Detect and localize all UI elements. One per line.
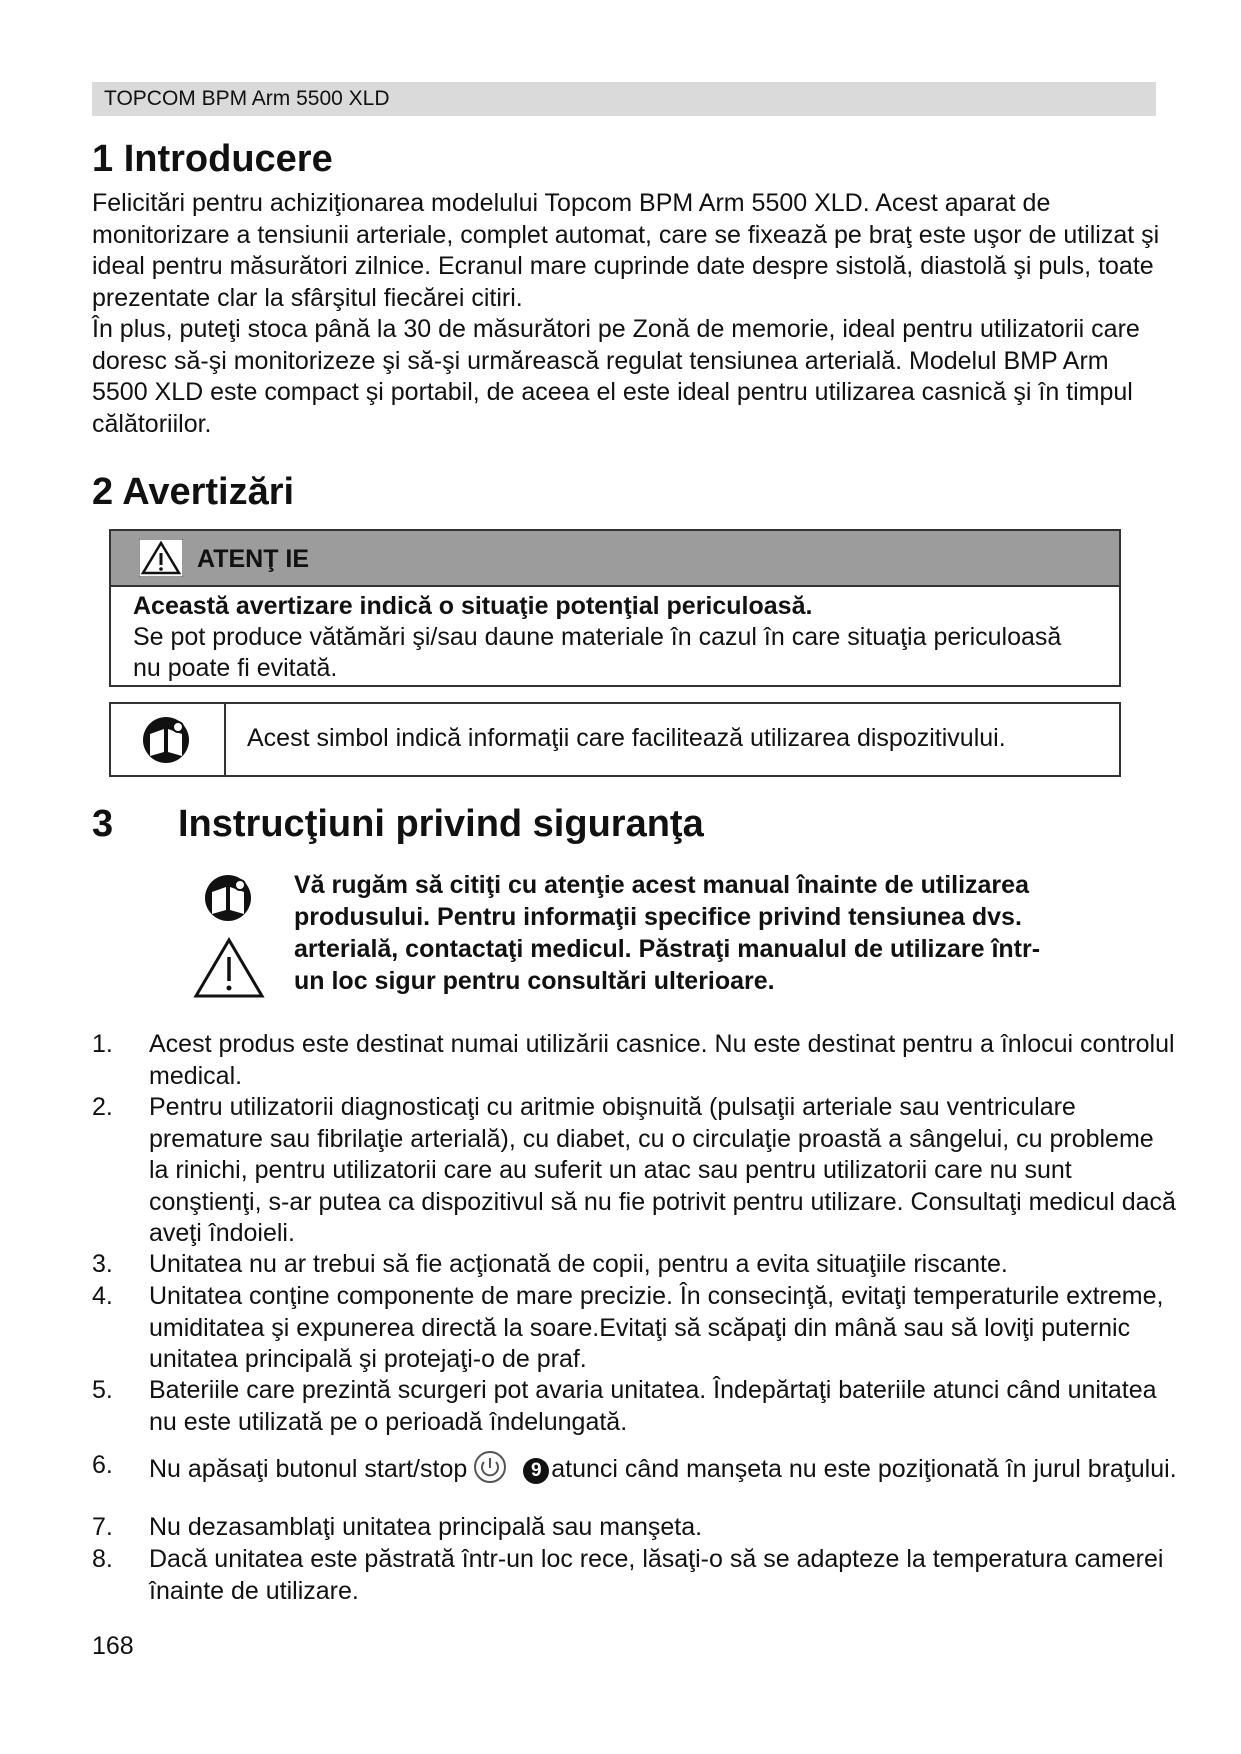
power-button-icon [471,1450,509,1484]
list-item-number: 6. [92,1451,113,1479]
page-number: 168 [92,1632,134,1660]
list-item-text: Nu dezasamblaţi unitatea principală sau manşeta. [149,1513,703,1541]
list-item-text: Unitatea nu ar trebui să fie acţionată de copii, pentru a evita situaţiile riscante. [149,1250,1008,1278]
list-item-text: Pentru utilizatorii diagnosticaţi cu aritmie obişnuită (pulsaţii arteriale sau ventriculare premature sau fibrilaţie arterială), cu diabet, cu o circulaţie proastă a sângelui, cu probleme la rinichi, pentru utilizatorii care au suferit un atac sau pentru utilizatorii care nu sunt conştienţi, s-ar putea ca dispozitivul să nu fie potrivit pentru utilizare. Consultaţi medicul dacă aveţi îndoieli. [149,1093,1176,1247]
list-item-number: 4. [92,1282,113,1310]
caution-text: Se pot produce vătămări şi/sau daune materiale în cazul în care situaţia periculoasă nu poate fi evitată. [133,623,1062,682]
caution-bold-text: Această avertizare indică o situaţie potenţial periculoasă. [133,592,813,620]
list-item-text: Bateriile care prezintă scurgeri pot avaria unitatea. Îndepărtaţi bateriile atunci când unitatea nu este utilizată pe o perioadă îndelungată. [149,1376,1157,1436]
intro-heading: 1 Introducere [92,138,333,180]
list-item-text-before: Nu apăsaţi butonul start/stop [149,1455,468,1483]
warnings-heading: 2 Avertizări [92,471,295,513]
running-header: TOPCOM BPM Arm 5500 XLD [92,82,1156,116]
info-box [109,702,1121,777]
list-item-number: 8. [92,1545,113,1573]
safety-section-number: 3 [92,803,114,845]
list-item-number: 5. [92,1376,113,1404]
safety-heading: Instrucţiuni privind siguranţa [178,803,704,845]
info-text: Acest simbol indică informaţii care facilitează utilizarea dispozitivului. [247,724,1006,752]
intro-paragraph-2: În plus, puteţi stoca până la 30 de măsurători pe Zonă de memorie, ideal pentru utilizatorii care doresc să-şi monitorizeze şi să-şi urmărească regulat tensiunea arterială. Modelul BMP Arm 5500 XLD este compact şi portabil, de aceea el este ideal pentru utilizarea casnică şi în timpul călătoriilor. [92,315,1140,438]
caution-box [109,529,1121,687]
warning-triangle-icon [139,539,183,577]
caution-body [133,591,1093,684]
list-item-number: 1. [92,1030,113,1058]
list-item-text: Unitatea conţine componente de mare precizie. În consecinţă, evitaţi temperaturile extreme, umiditatea şi expunerea directă la soare.Evitaţi să scăpaţi din mână sau să loviţi puternic unitatea principală şi protejaţi-o de praf. [149,1282,1164,1373]
safety-note: Vă rugăm să citiţi cu atenţie acest manual înainte de utilizarea produsului. Pentru informaţii specifice privind tensiunea dvs. arterială, contactaţi medicul. Păstraţi manualul de utilizare într-un loc sigur pentru consultări ulterioare. [294,871,1041,995]
info-icon-cell [111,704,226,775]
intro-text [92,188,1167,440]
button-number-badge: 9 [523,1458,549,1484]
list-item-number: 7. [92,1513,113,1541]
list-item-number: 3. [92,1250,113,1278]
list-item-text: Acest produs este destinat numai utilizării casnice. Nu este destinat pentru a înlocui controlul medical. [149,1030,1175,1090]
read-manual-icon [200,872,256,924]
list-item-text: Dacă unitatea este păstrată într-un loc rece, lăsaţi-o să se adapteze la temperatura camerei înainte de utilizare. [149,1545,1164,1605]
read-manual-icon [138,714,194,766]
caution-header [111,531,1119,587]
caution-title: ATENŢ IE [197,545,310,573]
warning-triangle-icon [193,937,265,999]
list-item-number: 2. [92,1093,113,1121]
list-item-text [149,1450,1179,1486]
list-item-text-after: atunci când manşeta nu este poziţionată în jurul braţului. [551,1455,1177,1483]
intro-paragraph-1: Felicitări pentru achiziţionarea modelului Topcom BPM Arm 5500 XLD. Acest aparat de monitorizare a tensiunii arteriale, complet automat, care se fixează pe braţ este uşor de utilizat şi ideal pentru măsurători zilnice. Ecranul mare cuprinde date despre sistolă, diastolă şi puls, toate prezentate clar la sfârşitul fiecărei citiri. [92,189,1160,312]
